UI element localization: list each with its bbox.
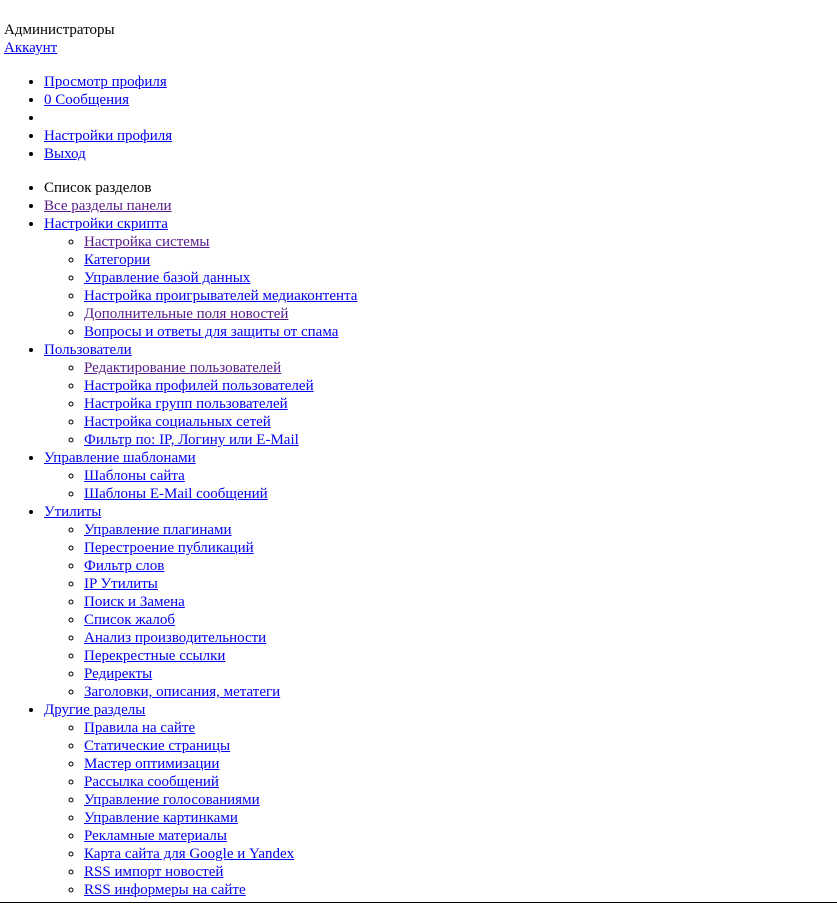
- images-link[interactable]: Управление картинками: [84, 810, 238, 826]
- submenu-item: [84, 269, 837, 287]
- ads-link[interactable]: Рекламные материалы: [84, 828, 227, 844]
- section-list-heading: • Список разделов: [44, 179, 837, 197]
- messages-link[interactable]: 0 Сообщения: [44, 92, 130, 108]
- submenu-other: [44, 719, 837, 899]
- bottom-divider: [0, 902, 837, 903]
- rss-import-link[interactable]: RSS импорт новостей: [84, 864, 224, 880]
- submenu-item: [84, 323, 837, 341]
- user-panel: [0, 0, 837, 57]
- redirects-link[interactable]: Редиректы: [84, 666, 153, 682]
- polls-link[interactable]: Управление голосованиями: [84, 792, 260, 808]
- rss-informers-link[interactable]: RSS информеры на сайте: [84, 882, 246, 898]
- submenu-item: [84, 863, 837, 881]
- view-profile-link[interactable]: Просмотр профиля: [44, 74, 167, 90]
- media-players-link[interactable]: Настройка проигрывателей медиаконтента: [84, 288, 358, 304]
- user-group-label: Администраторы: [4, 22, 115, 38]
- email-templates-link[interactable]: Шаблоны E-Mail сообщений: [84, 486, 268, 502]
- logout-link[interactable]: Выход: [44, 146, 86, 162]
- submenu-utilities: [44, 521, 837, 701]
- site-rules-link[interactable]: Правила на сайте: [84, 720, 196, 736]
- submenu-item: [84, 251, 837, 269]
- submenu-item: [84, 845, 837, 863]
- account-link[interactable]: Аккаунт: [4, 40, 58, 56]
- submenu-item: [84, 485, 837, 503]
- antispam-questions-link[interactable]: Вопросы и ответы для защиты от спама: [84, 324, 339, 340]
- group-link-script-settings[interactable]: Настройки скрипта: [44, 216, 168, 232]
- profile-menu: [0, 73, 837, 163]
- mailing-link[interactable]: Рассылка сообщений: [84, 774, 219, 790]
- all-sections-link[interactable]: Все разделы панели: [44, 198, 172, 214]
- submenu-item: [84, 773, 837, 791]
- submenu-item: [84, 287, 837, 305]
- user-groups-link[interactable]: Настройка групп пользователей: [84, 396, 288, 412]
- submenu-item: [84, 611, 837, 629]
- section-group-other: [44, 701, 837, 899]
- sitemap-link[interactable]: Карта сайта для Google и Yandex: [84, 846, 295, 862]
- section-group-utilities: [44, 503, 837, 701]
- submenu-item: [84, 377, 837, 395]
- group-link-other[interactable]: Другие разделы: [44, 702, 146, 718]
- group-link-utilities[interactable]: Утилиты: [44, 504, 102, 520]
- profile-menu-item-view-profile: [44, 73, 837, 91]
- complaints-link[interactable]: Список жалоб: [84, 612, 176, 628]
- metatags-link[interactable]: Заголовки, описания, метатеги: [84, 684, 281, 700]
- submenu-item: [84, 629, 837, 647]
- submenu-item: [84, 791, 837, 809]
- profile-menu-item-logout: [44, 145, 837, 163]
- submenu-item: [84, 665, 837, 683]
- submenu-item: [84, 233, 837, 251]
- submenu-item: [84, 557, 837, 575]
- submenu-item: [84, 593, 837, 611]
- submenu-users: [44, 359, 837, 449]
- rebuild-posts-link[interactable]: Перестроение публикаций: [84, 540, 254, 556]
- user-profiles-link[interactable]: Настройка профилей пользователей: [84, 378, 314, 394]
- submenu-templates: [44, 467, 837, 503]
- social-networks-link[interactable]: Настройка социальных сетей: [84, 414, 271, 430]
- submenu-script-settings: [44, 233, 837, 341]
- static-pages-link[interactable]: Статические страницы: [84, 738, 231, 754]
- section-list: [0, 179, 837, 899]
- submenu-item: [84, 881, 837, 899]
- submenu-item: [84, 827, 837, 845]
- section-group-script-settings: [44, 215, 837, 341]
- performance-link[interactable]: Анализ производительности: [84, 630, 267, 646]
- categories-link[interactable]: Категории: [84, 252, 151, 268]
- submenu-item: [84, 719, 837, 737]
- ip-utilities-link[interactable]: IP Утилиты: [84, 576, 158, 592]
- search-replace-link[interactable]: Поиск и Замена: [84, 594, 185, 610]
- section-group-users: [44, 341, 837, 449]
- profile-menu-item-settings: [44, 127, 837, 145]
- submenu-item: [84, 809, 837, 827]
- plugins-link[interactable]: Управление плагинами: [84, 522, 232, 538]
- word-filter-link[interactable]: Фильтр слов: [84, 558, 165, 574]
- profile-menu-item-messages: [44, 91, 837, 109]
- submenu-item: [84, 359, 837, 377]
- extra-fields-link[interactable]: Дополнительные поля новостей: [84, 306, 289, 322]
- submenu-item: [84, 737, 837, 755]
- database-link[interactable]: Управление базой данных: [84, 270, 251, 286]
- group-link-templates[interactable]: Управление шаблонами: [44, 450, 196, 466]
- site-templates-link[interactable]: Шаблоны сайта: [84, 468, 185, 484]
- submenu-item: [84, 539, 837, 557]
- submenu-item: [84, 755, 837, 773]
- section-all: [44, 197, 837, 215]
- profile-settings-link[interactable]: Настройки профиля: [44, 128, 173, 144]
- ip-filter-link[interactable]: Фильтр по: IP, Логину или E-Mail: [84, 432, 299, 448]
- edit-users-link[interactable]: Редактирование пользователей: [84, 360, 282, 376]
- submenu-item: [84, 521, 837, 539]
- group-link-users[interactable]: Пользователи: [44, 342, 132, 358]
- submenu-item: [84, 683, 837, 701]
- submenu-item: [84, 395, 837, 413]
- profile-menu-item-empty: [44, 109, 837, 127]
- submenu-item: [84, 413, 837, 431]
- submenu-item: [84, 305, 837, 323]
- submenu-item: [84, 575, 837, 593]
- submenu-item: [84, 431, 837, 449]
- cross-links-link[interactable]: Перекрестные ссылки: [84, 648, 226, 664]
- optimization-wizard-link[interactable]: Мастер оптимизации: [84, 756, 220, 772]
- submenu-item: [84, 647, 837, 665]
- submenu-item: [84, 467, 837, 485]
- section-group-templates: [44, 449, 837, 503]
- system-settings-link[interactable]: Настройка системы: [84, 234, 210, 250]
